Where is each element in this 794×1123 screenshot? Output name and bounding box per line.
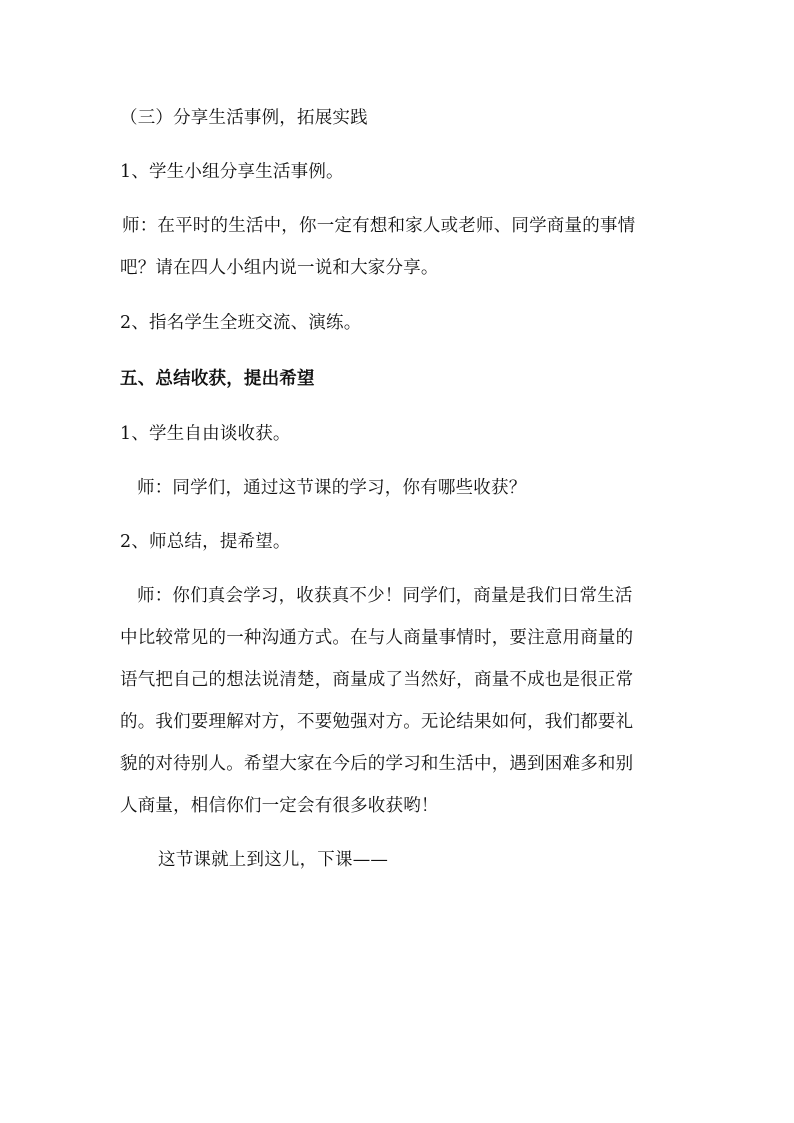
closing-line: 这节课就上到这儿，下课—— [158,850,389,870]
list-item-1: 1、学生小组分享生活事例。 [120,162,344,182]
section-heading-5: 五、总结收获，提出希望 [120,369,315,389]
teacher-prompt-line-2: 吧？请在四人小组内说一说和大家分享。 [120,258,439,278]
summary-line-6: 人商量，相信你们一定会有很多收获哟！ [120,796,439,816]
list-item-5-1: 1、学生自由谈收获。 [120,424,291,444]
teacher-prompt-line-1: 师：在平时的生活中，你一定有想和家人或老师、同学商量的事情 [122,216,636,236]
summary-line-1: 师：你们真会学习，收获真不少！同学们，商量是我们日常生活 [137,586,633,606]
teacher-prompt-2: 师：同学们，通过这节课的学习，你有哪些收获？ [137,478,527,498]
summary-line-3: 语气把自己的想法说清楚，商量成了当然好，商量不成也是很正常 [120,670,634,690]
list-item-5-2: 2、师总结，提希望。 [120,532,291,552]
section-heading-3: （三）分享生活事例，拓展实践 [120,108,368,128]
summary-line-5: 貌的对待别人。希望大家在今后的学习和生活中，遇到困难多和别 [120,754,634,774]
summary-line-4: 的。我们要理解对方，不要勉强对方。无论结果如何，我们都要礼 [120,712,634,732]
list-item-2: 2、指名学生全班交流、演练。 [120,313,362,333]
summary-line-2: 中比较常见的一种沟通方式。在与人商量事情时，要注意用商量的 [120,628,634,648]
